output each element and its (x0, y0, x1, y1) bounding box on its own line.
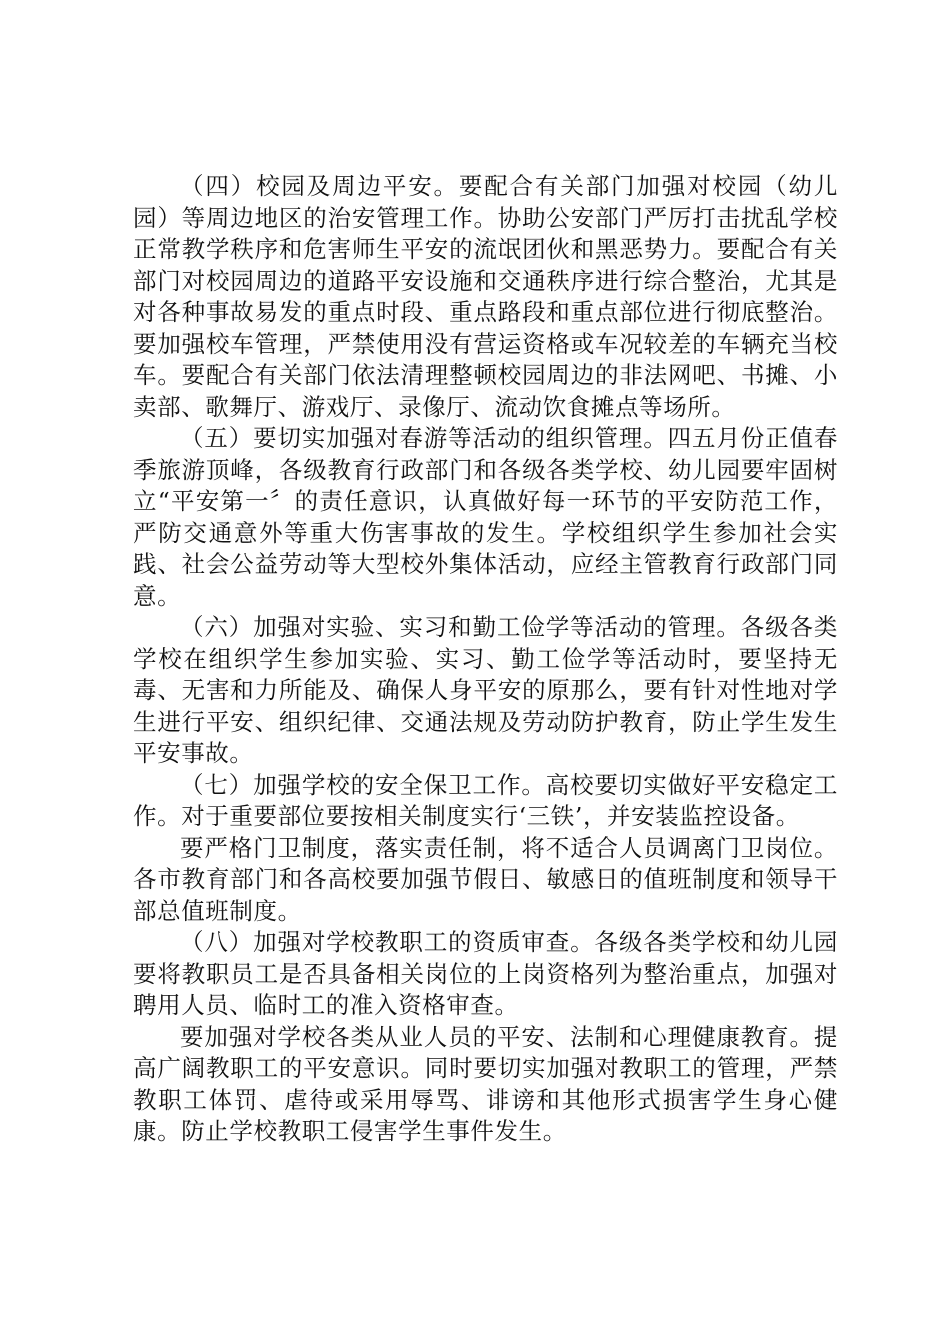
paragraph-campus-surroundings: （四）校园及周边平安。要配合有关部门加强对校园（幼儿园）等周边地区的治安管理工作。协助公安部门严厉打击扰乱学校正常教学秩序和危害师生平安的流氓团伙和黑恶势力。要配合有关部门对校园周边的道路平安设施和交通秩序进行综合整治，尤其是对各种事故易发的重点时段、重点路段和重点部位进行彻底整治。要加强校车管理，严禁使用没有营运资格或车况较差的车辆充当校车。要配合有关部门依法清理整顿校园周边的非法网吧、书摊、小卖部、歌舞厅、游戏厅、录像厅、流动饮食摊点等场所。 (133, 172, 838, 421)
paragraph-security: （七）加强学校的安全保卫工作。高校要切实做好平安稳定工作。对于重要部位要按相关制度实行‘三铁’，并安装监控设备。 (133, 770, 838, 830)
paragraph-gate-duty: 要严格门卫制度，落实责任制，将不适合人员调离门卫岗位。各市教育部门和各高校要加强节假日、敏感日的值班制度和领导干部总值班制度。 (133, 833, 838, 925)
paragraph-staff-qualification: （八）加强对学校教职工的资质审查。各级各类学校和幼儿园要将教职员工是否具备相关岗位的上岗资格列为整治重点，加强对聘用人员、临时工的准入资格审查。 (133, 928, 838, 1019)
paragraph-spring-outing: （五）要切实加强对春游等活动的组织管理。四五月份正值春季旅游顶峰，各级教育行政部门和各级各类学校、幼儿园要牢固树立“平安第一〞的责任意识，认真做好每一环节的平安防范工作，严防交通意外等重大伤害事故的发生。学校组织学生参加社会实践、社会公益劳动等大型校外集体活动，应经主管教育行政部门同意。 (133, 424, 838, 610)
paragraph-staff-education: 要加强对学校各类从业人员的平安、法制和心理健康教育。提高广阔教职工的平安意识。同时要切实加强对教职工的管理，严禁教职工体罚、虐待或采用辱骂、诽谤和其他形式损害学生身心健康。防止学校教职工侵害学生事件发生。 (133, 1022, 838, 1145)
document-body (133, 171, 838, 1148)
paragraph-experiments-internships: （六）加强对实验、实习和勤工俭学等活动的管理。各级各类学校在组织学生参加实验、实习、勤工俭学等活动时，要坚持无毒、无害和力所能及、确保人身平安的原那么，要有针对性地对学生进行平安、组织纪律、交通法规及劳动防护教育，防止学生发生平安事故。 (133, 613, 838, 767)
